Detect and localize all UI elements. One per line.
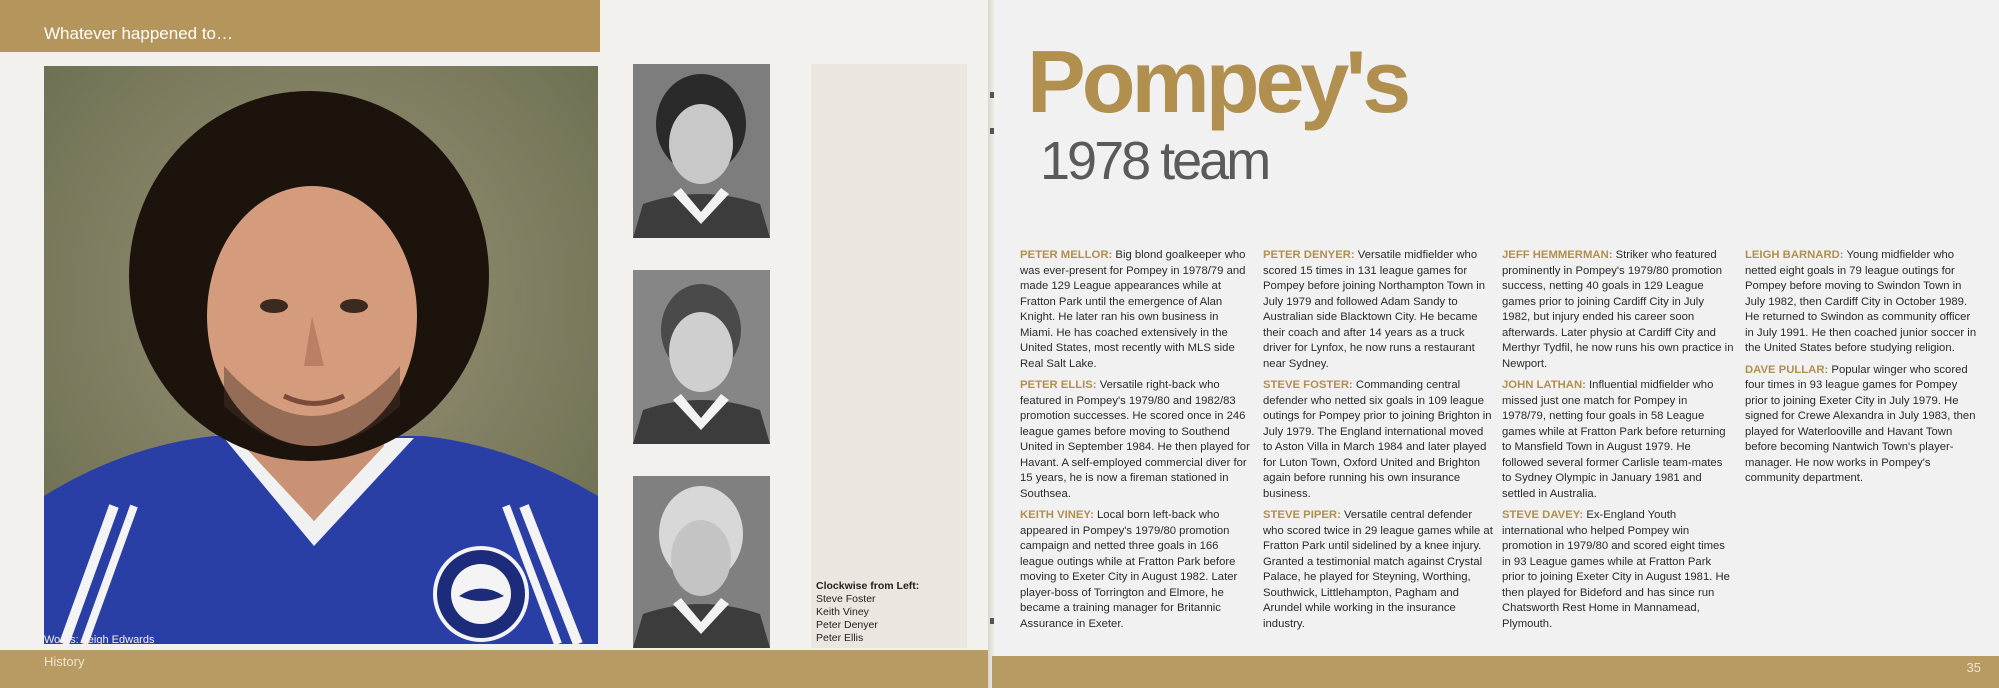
caption-name: Peter Ellis: [816, 632, 864, 644]
caption-name: Steve Foster: [816, 593, 876, 605]
caption-name: Peter Denyer: [816, 619, 878, 631]
text-column-1: [1020, 248, 1252, 638]
section-footer-label: History: [44, 654, 85, 669]
text-column-4: [1745, 248, 1977, 493]
player-name: PETER ELLIS:: [1020, 379, 1097, 391]
player-entry: [1020, 248, 1252, 372]
player-entry: [1263, 378, 1495, 502]
player-entry: [1745, 248, 1977, 357]
player-bio: Versatile midfielder who scored 15 times in 131 league games for Pompey before joining Northampton Town in July 1979 and followed Adam Sandy to Australian side Blacktown City. He became their coach and after 14 years as a truck driver for Lynfox, he now runs a restaurant near Sydney.: [1263, 249, 1486, 370]
player-name: JOHN LATHAN:: [1502, 379, 1586, 391]
thumbnail-portrait-3: [633, 476, 770, 648]
player-entry: [1020, 378, 1252, 502]
player-bio: Ex-England Youth international who helped Pompey win promotion in 1979/80 and scored eight times in 93 League games while at Fratton Park prior to joining Exeter City in August 1981. He then played for Bideford and has since run Chatsworth Rest Home in Mannamead, Plymouth.: [1502, 509, 1730, 630]
player-entry: [1263, 248, 1495, 372]
player-name: STEVE DAVEY:: [1502, 509, 1584, 521]
player-name: LEIGH BARNARD:: [1745, 249, 1844, 261]
thumbnail-photo-1: [633, 64, 770, 238]
main-player-photo: [44, 66, 598, 644]
player-entry: [1263, 508, 1495, 632]
player-name: PETER DENYER:: [1263, 249, 1355, 261]
player-entry: [1502, 508, 1734, 632]
player-bio: Versatile right-back who featured in Pompey's 1979/80 and 1982/83 promotion successes. He scored once in 246 league games before moving to Southend United in September 1984. He then played for Havant. A self-employed commercial diver for 15 years, he is now a fireman stationed in Southsea.: [1020, 379, 1250, 500]
player-bio: Popular winger who scored four times in 93 league games for Pompey prior to joining Exeter City in July 1979. He signed for Crewe Alexandra in July 1983, then played for Waterlooville and Havant Town before becoming Nantwich Town's player-manager. He now works in Pompey's community department.: [1745, 363, 1976, 484]
player-entry: [1502, 248, 1734, 372]
player-portrait-illustration: [44, 66, 598, 644]
player-bio: Striker who featured prominently in Pompey's 1979/80 promotion success, netting 40 goals in 129 League games prior to joining Cardiff City in July 1982, but injury ended his career soon afterwards. Later physio at Cardiff City and Merthyr Tydfil, he now runs his own practice in Newport.: [1502, 249, 1734, 370]
staple: [990, 128, 994, 134]
player-name: KEITH VINEY:: [1020, 509, 1094, 521]
article-title: Pompey's: [1027, 32, 1408, 131]
player-bio: Local born left-back who appeared in Pompey's 1979/80 promotion campaign and netted three goals in 166 league outings while at Fratton Park before moving to Exeter City in August 1982. Later player-boss of Torrington and Elmore, he became a training manager for Britannic Assurance in Exeter.: [1020, 509, 1238, 630]
player-bio: Young midfielder who netted eight goals in 79 league outings for Pompey before moving to Swindon Town in July 1982, then Cardiff City in October 1989. He returned to Swindon as community officer in July 1991. He then coached junior soccer in the United States before studying religion.: [1745, 249, 1977, 354]
thumbnail-portrait-1: [633, 64, 770, 238]
caption-panel: [811, 64, 967, 648]
player-entry: [1020, 508, 1252, 632]
text-column-2: [1263, 248, 1495, 638]
photo-caption: [816, 580, 919, 645]
photo-credit: Words: Leigh Edwards: [44, 634, 155, 646]
player-entry: [1745, 363, 1977, 487]
player-name: JEFF HEMMERMAN:: [1502, 249, 1613, 261]
thumbnail-photo-2: [633, 270, 770, 444]
player-bio: Versatile central defender who scored twice in 29 league games while at Fratton Park until sidelined by a knee injury. Granted a testimonial match against Crystal Palace, he played for Steyning, Worthing, Southwick, Littlehampton, Pagham and Arundel while working in the insurance industry.: [1263, 509, 1493, 630]
thumbnail-portrait-2: [633, 270, 770, 444]
thumbnail-photo-3: [633, 476, 770, 648]
player-name: STEVE FOSTER:: [1263, 379, 1353, 391]
player-bio: Commanding central defender who netted six goals in 109 league outings for Pompey prior to joining Brighton in July 1979. The England international moved to Aston Villa in March 1984 and later played for Luton Town, Oxford United and Brighton again before running his own insurance business.: [1263, 379, 1492, 500]
section-header-title: Whatever happened to…: [44, 24, 234, 43]
player-bio: Big blond goalkeeper who was ever-present for Pompey in 1978/79 and made 129 League appearances while at Fratton Park until the emergence of Alan Knight. He later ran his own business in Miami. He has coached extensively in the United States, most recently with MLS side Real Salt Lake.: [1020, 249, 1246, 370]
player-name: PETER MELLOR:: [1020, 249, 1113, 261]
article-subtitle: 1978 team: [1040, 131, 1269, 191]
caption-name: Keith Viney: [816, 606, 869, 618]
player-bio: Influential midfielder who missed just one match for Pompey in 1978/79, netting four goals in 58 League games while at Fratton Park before returning to Mansfield Town in August 1979. He followed several former Carlisle team-mates to Sydney Olympic in January 1981 and settled in Australia.: [1502, 379, 1726, 500]
staple: [990, 92, 994, 98]
page-number: 35: [1966, 660, 1981, 675]
caption-heading: Clockwise from Left:: [816, 580, 920, 592]
text-column-3: [1502, 248, 1734, 638]
player-name: STEVE PIPER:: [1263, 509, 1341, 521]
footer-band-right: [992, 656, 1999, 688]
player-entry: [1502, 378, 1734, 502]
player-name: DAVE PULLAR:: [1745, 363, 1829, 376]
book-spine: [988, 0, 996, 688]
staple: [990, 618, 994, 624]
footer-band-left: [0, 650, 992, 688]
